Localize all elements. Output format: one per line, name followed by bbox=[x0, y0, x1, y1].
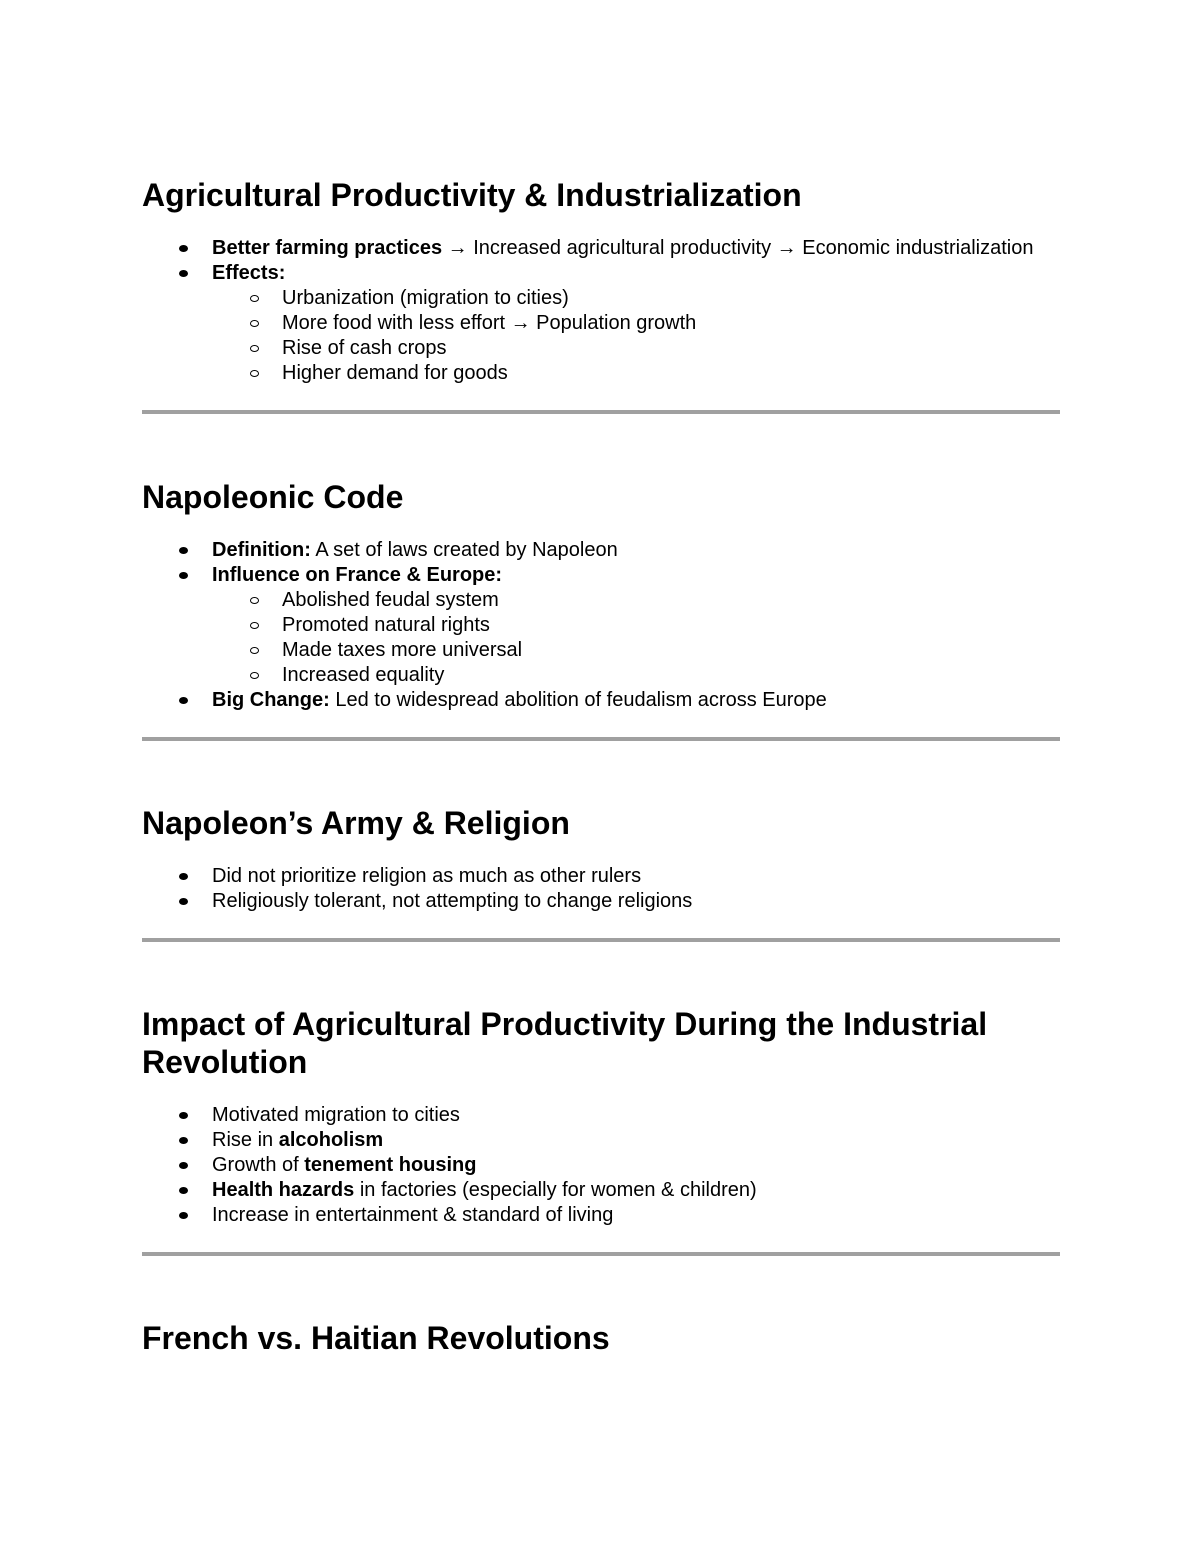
sub-list-item bbox=[282, 663, 1060, 688]
item-text: Growth of bbox=[212, 1154, 305, 1176]
item-text: Did not prioritize religion as much as other rulers bbox=[212, 865, 642, 887]
bullet-icon bbox=[179, 1212, 188, 1219]
bullet-icon bbox=[179, 270, 188, 277]
item-text: Abolished feudal system bbox=[282, 589, 499, 611]
bold-term: Health hazards bbox=[212, 1179, 355, 1201]
sub-list-item bbox=[282, 286, 1060, 311]
bullet-icon bbox=[179, 1162, 188, 1169]
list-item bbox=[212, 1103, 1060, 1128]
list-item bbox=[212, 563, 1060, 688]
sub-list bbox=[212, 286, 1060, 386]
section-napoleons-army bbox=[142, 804, 1060, 914]
circle-bullet-icon bbox=[250, 370, 259, 377]
list-item bbox=[212, 261, 1060, 386]
horizontal-rule bbox=[142, 410, 1060, 414]
bullet-icon bbox=[179, 697, 188, 704]
bullet-list bbox=[142, 538, 1060, 713]
circle-bullet-icon bbox=[250, 672, 259, 679]
bullet-list bbox=[142, 864, 1060, 914]
list-item bbox=[212, 1178, 1060, 1203]
item-text: More food with less effort → Population growth bbox=[282, 312, 697, 334]
item-text: Rise in bbox=[212, 1129, 279, 1151]
item-text: Religiously tolerant, not attempting to change religions bbox=[212, 890, 693, 912]
sub-list-item bbox=[282, 336, 1060, 361]
list-item bbox=[212, 864, 1060, 889]
section-heading: Napoleon’s Army & Religion bbox=[142, 805, 570, 841]
circle-bullet-icon bbox=[250, 295, 259, 302]
bold-term: alcoholism bbox=[278, 1129, 384, 1151]
bullet-icon bbox=[179, 1187, 188, 1194]
sub-list-item bbox=[282, 638, 1060, 663]
item-text: A set of laws created by Napoleon bbox=[310, 539, 618, 561]
bullet-icon bbox=[179, 1112, 188, 1119]
bold-term: Definition: bbox=[212, 539, 311, 561]
bullet-icon bbox=[179, 245, 188, 252]
bold-term: Influence on France & Europe: bbox=[212, 564, 503, 586]
horizontal-rule bbox=[142, 1252, 1060, 1256]
circle-bullet-icon bbox=[250, 622, 259, 629]
bullet-list bbox=[142, 1103, 1060, 1228]
bullet-icon bbox=[179, 1137, 188, 1144]
bullet-list bbox=[142, 236, 1060, 386]
list-item bbox=[212, 889, 1060, 914]
item-text: Increased equality bbox=[282, 664, 445, 686]
bold-term: Big Change: bbox=[212, 689, 330, 711]
list-item bbox=[212, 688, 1060, 713]
horizontal-rule bbox=[142, 737, 1060, 741]
list-item bbox=[212, 236, 1060, 261]
section-heading: Impact of Agricultural Productivity During the Industrial Revolution bbox=[142, 1006, 988, 1080]
bullet-icon bbox=[179, 572, 188, 579]
section-napoleonic-code bbox=[142, 478, 1060, 713]
item-text: → Increased agricultural productivity → Economic industrialization bbox=[442, 237, 1034, 259]
horizontal-rule bbox=[142, 938, 1060, 942]
item-text: in factories (especially for women & children) bbox=[354, 1179, 757, 1201]
circle-bullet-icon bbox=[250, 647, 259, 654]
bullet-icon bbox=[179, 873, 188, 880]
list-item bbox=[212, 538, 1060, 563]
list-item bbox=[212, 1203, 1060, 1228]
circle-bullet-icon bbox=[250, 320, 259, 327]
item-text: Led to widespread abolition of feudalism across Europe bbox=[329, 689, 827, 711]
section-heading: Agricultural Productivity & Industrialization bbox=[142, 177, 802, 213]
sub-list-item bbox=[282, 613, 1060, 638]
item-text: Promoted natural rights bbox=[282, 614, 490, 636]
sub-list-item bbox=[282, 311, 1060, 336]
section-french-haitian bbox=[142, 1319, 1060, 1357]
item-text: Urbanization (migration to cities) bbox=[282, 287, 569, 309]
document-page bbox=[142, 176, 1060, 1379]
bullet-icon bbox=[179, 547, 188, 554]
sub-list-item bbox=[282, 361, 1060, 386]
item-text: Higher demand for goods bbox=[282, 362, 508, 384]
section-heading: Napoleonic Code bbox=[142, 479, 404, 515]
item-text: Rise of cash crops bbox=[282, 337, 447, 359]
section-agricultural-productivity bbox=[142, 176, 1060, 386]
list-item bbox=[212, 1153, 1060, 1178]
section-heading: French vs. Haitian Revolutions bbox=[142, 1320, 610, 1356]
bold-term: Effects: bbox=[212, 262, 286, 284]
bold-term: tenement housing bbox=[304, 1154, 477, 1176]
item-text: Increase in entertainment & standard of living bbox=[212, 1204, 614, 1226]
sub-list-item bbox=[282, 588, 1060, 613]
item-text: Made taxes more universal bbox=[282, 639, 523, 661]
list-item bbox=[212, 1128, 1060, 1153]
circle-bullet-icon bbox=[250, 345, 259, 352]
bullet-icon bbox=[179, 898, 188, 905]
sub-list bbox=[212, 588, 1060, 688]
circle-bullet-icon bbox=[250, 597, 259, 604]
bold-term: Better farming practices bbox=[212, 237, 443, 259]
item-text: Motivated migration to cities bbox=[212, 1104, 460, 1126]
section-impact-agricultural bbox=[142, 1005, 1060, 1228]
